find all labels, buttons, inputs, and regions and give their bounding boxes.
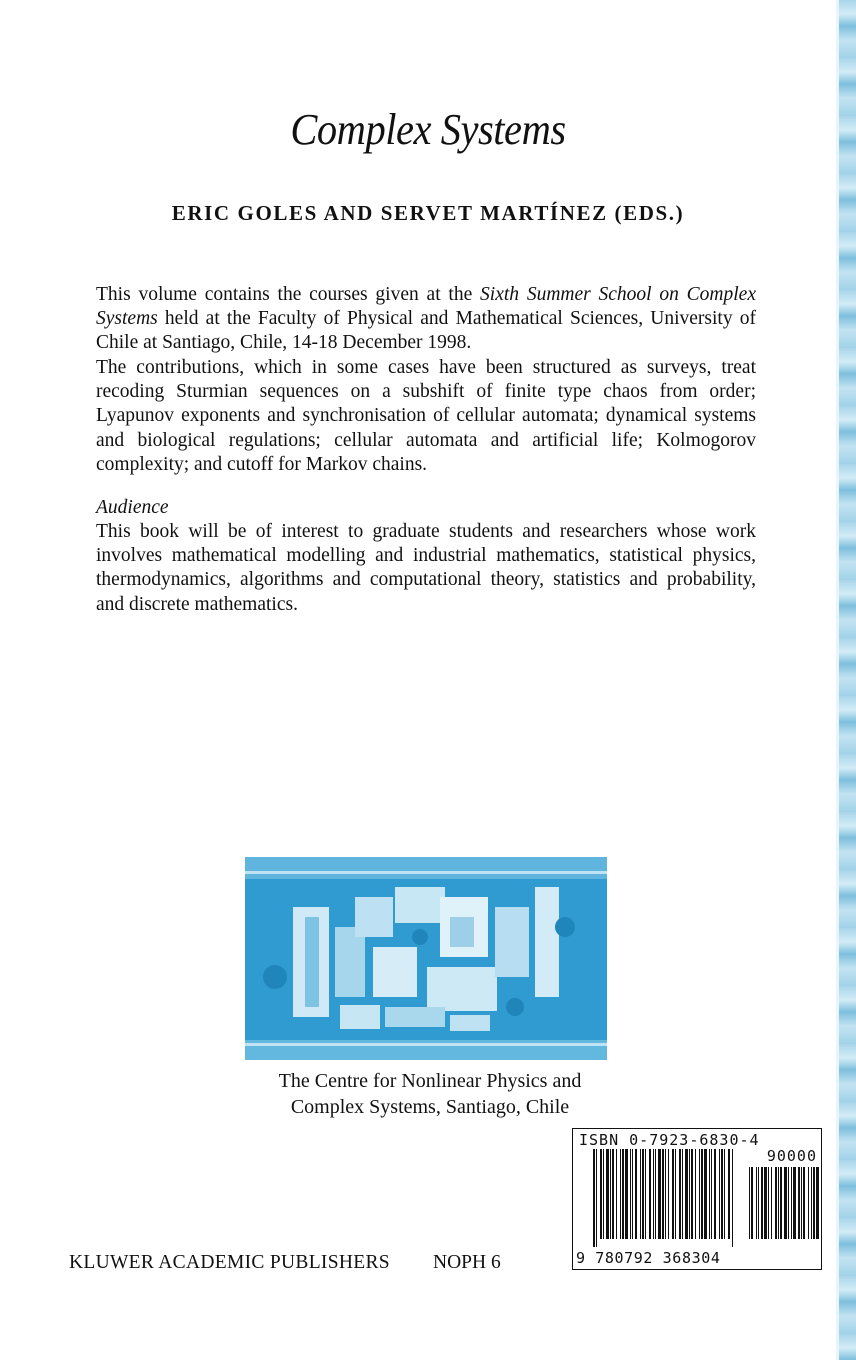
barcode-bar [610,1149,611,1239]
description-paragraph-1 [96,283,756,356]
barcode-bar [699,1149,700,1239]
barcode-bar [679,1149,681,1239]
barcode-bar [622,1149,624,1239]
barcode-bar [672,1149,674,1239]
description-paragraph-2: The contributions, which in some cases have been structured as surveys, treat recoding Sturmian sequences on a subshift of finite type chaos from order; Lyapunov exponents and synchronisation of cellular automata; dynamical systems and biological regulations; cellular automata and artificial life; Kolmogorov complexity; and cutoff for Markov chains. [96,357,756,475]
addon-bar [801,1167,802,1239]
addon-bar [784,1167,787,1239]
description-text-end: held at the Faculty of Physical and Mathematical Sciences, University of Chile at Santiago, Chile, 14-18 December 1998. [96,308,756,354]
barcode-bar [640,1149,641,1239]
barcode-bar [649,1149,651,1239]
book-title: Complex Systems [290,105,566,154]
barcode-bar [668,1149,669,1239]
barcode-bar [620,1149,621,1239]
description-text-start: This volume contains the courses given at the [96,284,481,305]
barcode-bar [662,1149,664,1239]
photo-caption [200,1068,660,1120]
audience-paragraph: This book will be of interest to graduate students and researchers whose work involves mathematical modelling and industrial mathematics, statistical physics, thermodynamics, algorithms and computational theory, statistics and probability, and discrete mathematics. [96,521,756,615]
barcode-bar [682,1149,683,1239]
addon-bar [751,1167,753,1239]
barcode-bar [691,1149,693,1239]
publisher-name: KLUWER ACADEMIC PUBLISHERS [69,1252,390,1273]
barcode-bar [675,1149,676,1239]
barcode-bar [658,1149,661,1239]
addon-bar [761,1167,763,1239]
barcode-bar [724,1149,725,1239]
photo-caption-line-2: Complex Systems, Santiago, Chile [290,1096,570,1118]
addon-bar [758,1167,759,1239]
barcode-bar [642,1149,644,1239]
isbn-barcode [572,1128,822,1270]
addon-bar [778,1167,779,1239]
series-code: NOPH 6 [433,1252,501,1273]
addon-bar [793,1167,796,1239]
barcode-bar [630,1149,631,1239]
barcode-bar [606,1149,609,1239]
audience-heading: Audience [96,497,169,518]
barcode-bar [655,1149,656,1239]
barcode-bar [603,1149,604,1239]
price-addon-number: 90000 [766,1147,817,1165]
barcode-bar [616,1149,617,1239]
addon-bar [764,1167,767,1239]
barcode-bar [695,1149,696,1239]
barcode-bar [625,1149,628,1239]
summer-school-name: Sixth Summer School on Complex Systems [96,284,756,330]
barcode-bar [593,1149,595,1247]
addon-bar [811,1167,812,1239]
barcode-bar [685,1149,688,1239]
photo-caption-line-1: The Centre for Nonlinear Physics and [278,1070,582,1092]
addon-bar [798,1167,800,1239]
addon-bar [756,1167,757,1239]
isbn-number: ISBN 0-7923-6830-4 [579,1131,760,1149]
addon-bar [780,1167,782,1239]
barcode-bar [721,1149,723,1239]
addon-bar [803,1167,805,1239]
book-authors: ERIC GOLES AND SERVET MARTÍNEZ (EDS.) [171,201,685,225]
addon-bar [816,1167,819,1239]
barcode-bar [665,1149,666,1239]
barcode-bar [635,1149,637,1239]
barcode-bars [573,1149,819,1249]
barcode-bar [714,1149,716,1239]
barcode-bar [645,1149,646,1239]
barcode-bar [653,1149,654,1239]
barcode-bar [704,1149,707,1239]
addon-bar [813,1167,815,1239]
barcode-bar [701,1149,703,1239]
barcode-bar [689,1149,690,1239]
barcode-bar [632,1149,633,1239]
barcode-bar [728,1149,730,1239]
barcode-bar [711,1149,712,1239]
barcode-bar [709,1149,710,1239]
aerial-photo [245,857,607,1060]
barcode-bar [612,1149,614,1239]
barcode-bar [732,1149,733,1247]
addon-bar [791,1167,792,1239]
addon-bar [788,1167,789,1239]
barcode-bar [600,1149,602,1239]
ean-number: 9 780792 368304 [576,1249,721,1267]
barcode-bar [596,1149,597,1247]
addon-bar [775,1167,777,1239]
addon-bar [768,1167,769,1239]
addon-bar [749,1167,750,1239]
addon-bar [808,1167,809,1239]
barcode-bar [719,1149,720,1239]
addon-bar [771,1167,772,1239]
aerial-photo-image [245,857,607,1060]
